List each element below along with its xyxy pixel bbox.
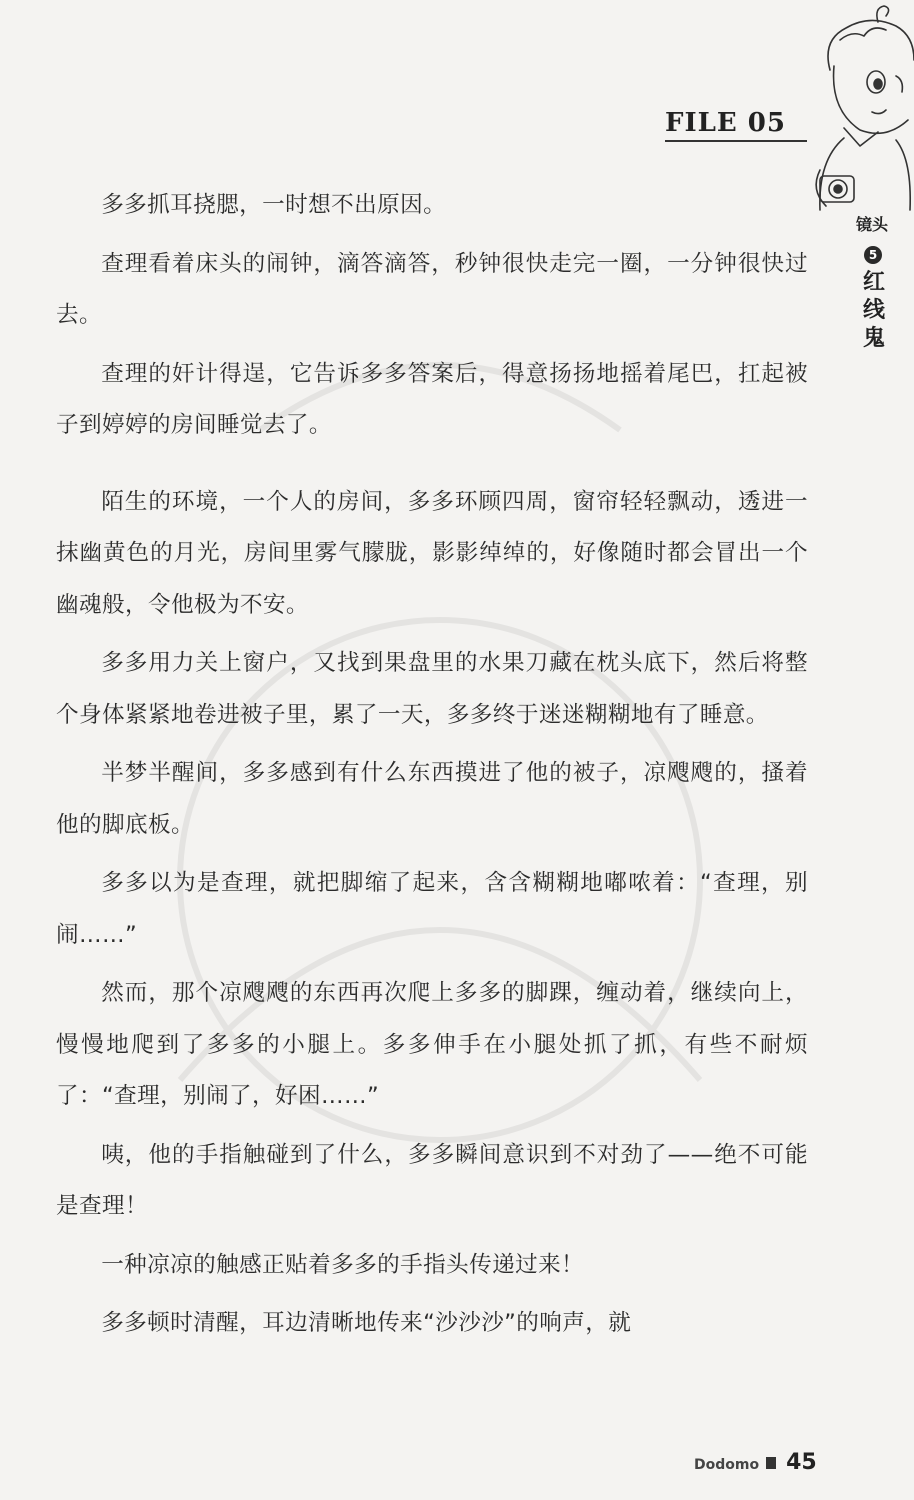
paragraph: 查理看着床头的闹钟，滴答滴答，秒钟很快走完一圈，一分钟很快过去。 — [56, 250, 808, 328]
paragraph: 半梦半醒间，多多感到有什么东西摸进了他的被子，凉飕飕的，搔着他的脚底板。 — [56, 760, 808, 838]
paragraph: 咦，他的手指触碰到了什么，多多瞬间意识到不对劲了——绝不可能是查理！ — [56, 1141, 808, 1219]
paragraph: 多多以为是查理，就把脚缩了起来，含含糊糊地嘟哝着：“查理，别闹……” — [56, 870, 808, 948]
paragraph: 多多用力关上窗户，又找到果盘里的水果刀藏在枕头底下，然后将整个身体紧紧地卷进被子里，累了一天，多多终于迷迷糊糊地有了睡意。 — [56, 650, 808, 728]
paragraph: 陌生的环境，一个人的房间，多多环顾四周，窗帘轻轻飘动，透进一抹幽黄色的月光，房间里雾气朦胧，影影绰绰的，好像随时都会冒出一个幽魂般，令他极为不安。 — [56, 488, 808, 618]
paragraph: 然而，那个凉飕飕的东西再次爬上多多的脚踝，缠动着，继续向上，慢慢地爬到了多多的小腿上。多多伸手在小腿处抓了抓，有些不耐烦了：“查理，别闹了，好困……” — [56, 980, 808, 1109]
page-footer — [694, 1450, 817, 1475]
mascot-icon — [800, 0, 914, 220]
file-label: FILE 05 — [665, 108, 786, 138]
paragraph: 查理的奸计得逞，它告诉多多答案后，得意扬扬地摇着尾巴，扛起被子到婷婷的房间睡觉去了。 — [56, 360, 808, 438]
brand-mark-icon — [766, 1457, 776, 1469]
section-label: 镜头 — [856, 215, 889, 234]
page-number: 45 — [786, 1450, 817, 1475]
chapter-number-badge: 5 — [864, 246, 882, 264]
paragraph: 一种凉凉的触感正贴着多多的手指头传递过来！ — [101, 1251, 585, 1278]
footer-brand: Dodomo — [694, 1457, 760, 1473]
chapter-title: 红线鬼 — [862, 269, 885, 351]
paragraph: 多多顿时清醒，耳边清晰地传来“沙沙沙”的响声，就 — [101, 1310, 632, 1336]
paragraph: 多多抓耳挠腮，一时想不出原因。 — [101, 192, 447, 218]
body-text — [56, 180, 808, 1357]
file-label-underline — [665, 140, 807, 142]
